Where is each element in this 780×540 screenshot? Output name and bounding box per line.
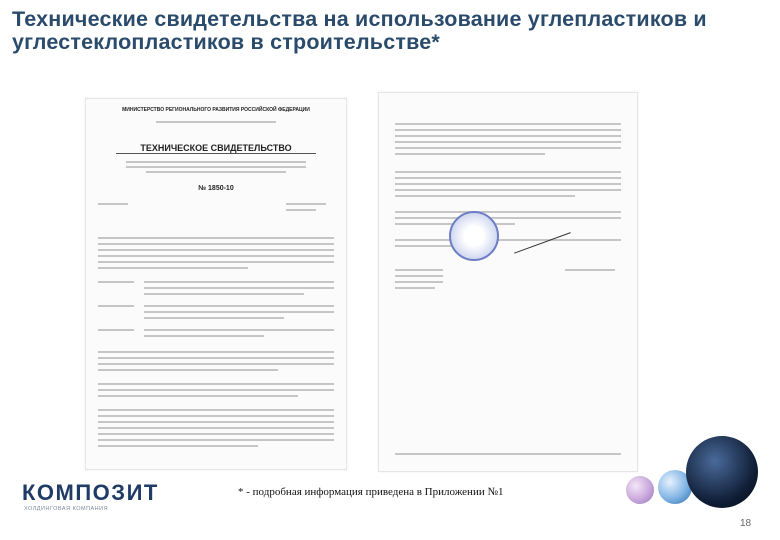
official-seal-icon — [449, 211, 499, 261]
footnote: * - подробная информация приведена в Приложении №1 — [238, 486, 504, 498]
document-ministry-heading: МИНИСТЕРСТВО РЕГИОНАЛЬНОГО РАЗВИТИЯ РОССИЙСКОЙ ФЕДЕРАЦИИ — [122, 107, 310, 113]
slide-title: Технические свидетельства на использование углепластиков и углестеклопластиков в строительстве* — [12, 7, 707, 54]
logo-name: КОМПОЗИТ — [22, 480, 159, 505]
page-number: 18 — [740, 518, 752, 529]
signature-icon — [507, 213, 571, 253]
company-logo — [22, 480, 162, 520]
document-heading: ТЕХНИЧЕСКОЕ СВИДЕТЕЛЬСТВО — [116, 143, 316, 154]
certificate-attachment-image — [378, 92, 638, 472]
certificate-document-image — [85, 98, 347, 470]
document-number: № 1850-10 — [198, 185, 234, 192]
logo-tagline: ХОЛДИНГОВАЯ КОМПАНИЯ — [24, 506, 109, 512]
